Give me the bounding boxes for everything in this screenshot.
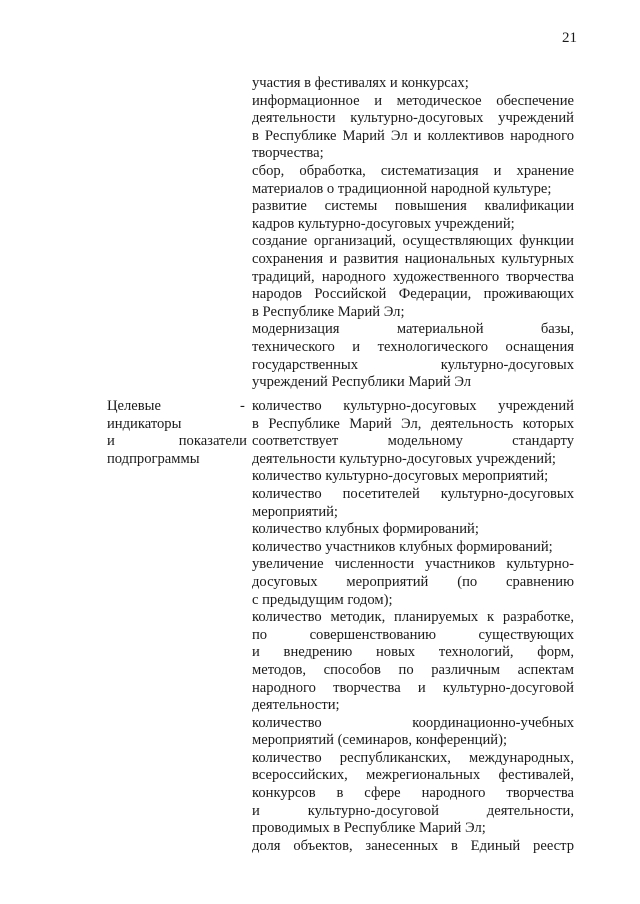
text-line: мероприятий; (252, 503, 338, 520)
text-line: конкурсов в сфере народного творчества (252, 785, 574, 802)
page-number: 21 (562, 30, 577, 46)
text-line: проводимых в Республике Марий Эл; (252, 820, 486, 837)
text-line: досуговых мероприятий (по сравнению (252, 573, 574, 590)
text-line: в Республике Марий Эл; (252, 303, 405, 320)
text-line: государственных культурно-досуговых (252, 356, 574, 373)
text-line: всероссийских, межрегиональных фестивалей, (252, 767, 574, 784)
text-line: деятельности культурно-досуговых учреждений; (252, 450, 556, 467)
text-line: модернизация материальной базы, (252, 321, 574, 338)
text-line: учреждений Республики Марий Эл (252, 374, 472, 391)
target-indicators-text (252, 398, 574, 855)
text-line: информационное и методическое обеспечение (252, 92, 574, 109)
goals-continuation-text (252, 75, 574, 392)
text-line: количество посетителей культурно-досуговых (252, 485, 574, 502)
label-line: подпрограммы (107, 450, 200, 467)
text-line: в Республике Марий Эл, деятельность которых (252, 415, 574, 432)
text-line: творчества; (252, 145, 324, 162)
text-line: доля объектов, занесенных в Единый реестр (252, 837, 574, 854)
text-line: увеличение численности участников культурно- (252, 556, 574, 573)
text-line: в Республике Марий Эл и коллективов народного (252, 127, 574, 144)
text-line: сбор, обработка, систематизация и хранение (252, 162, 574, 179)
text-line: народного творчества и культурно-досуговой (252, 679, 574, 696)
text-line: количество методик, планируемых к разработке, (252, 609, 574, 626)
text-line: по совершенствованию существующих (252, 626, 574, 643)
text-line: кадров культурно-досуговых учреждений; (252, 215, 515, 232)
text-line: деятельности; (252, 697, 340, 714)
text-line: количество координационно-учебных (252, 714, 574, 731)
text-line: народов Российской Федерации, проживающих (252, 286, 574, 303)
text-line: количество клубных формирований; (252, 521, 479, 538)
text-line: создание организаций, осуществляющих функции (252, 233, 574, 250)
text-line: количество культурно-досуговых мероприятий; (252, 468, 549, 485)
text-line: развитие системы повышения квалификации (252, 198, 574, 215)
label-line: Целевые (107, 398, 161, 414)
text-line: количество республиканских, международных, (252, 749, 574, 766)
section-label-target-indicators (107, 398, 247, 468)
text-line: количество культурно-досуговых учреждений (252, 398, 574, 414)
text-line: традиций, народного художественного творчества (252, 268, 574, 285)
text-line: соответствует модельному стандарту (252, 433, 574, 450)
text-line: методов, способов по различным аспектам (252, 661, 574, 678)
text-line: технического и технологического оснащения (252, 338, 574, 355)
text-line: и культурно-досуговой деятельности, (252, 802, 574, 819)
text-line: материалов о традиционной народной культуре; (252, 180, 552, 197)
text-line: участия в фестивалях и конкурсах; (252, 75, 469, 91)
text-line: сохранения и развития национальных культурных (252, 250, 574, 267)
text-line: с предыдущим годом); (252, 591, 393, 608)
label-dash: - (240, 398, 245, 414)
label-line: и показатели (107, 433, 247, 450)
text-line: количество участников клубных формирований; (252, 538, 553, 555)
label-line: индикаторы (107, 415, 182, 432)
text-line: мероприятий (семинаров, конференций); (252, 732, 508, 749)
text-line: и внедрению новых технологий, форм, (252, 644, 574, 661)
text-line: деятельности культурно-досуговых учреждений (252, 110, 574, 127)
